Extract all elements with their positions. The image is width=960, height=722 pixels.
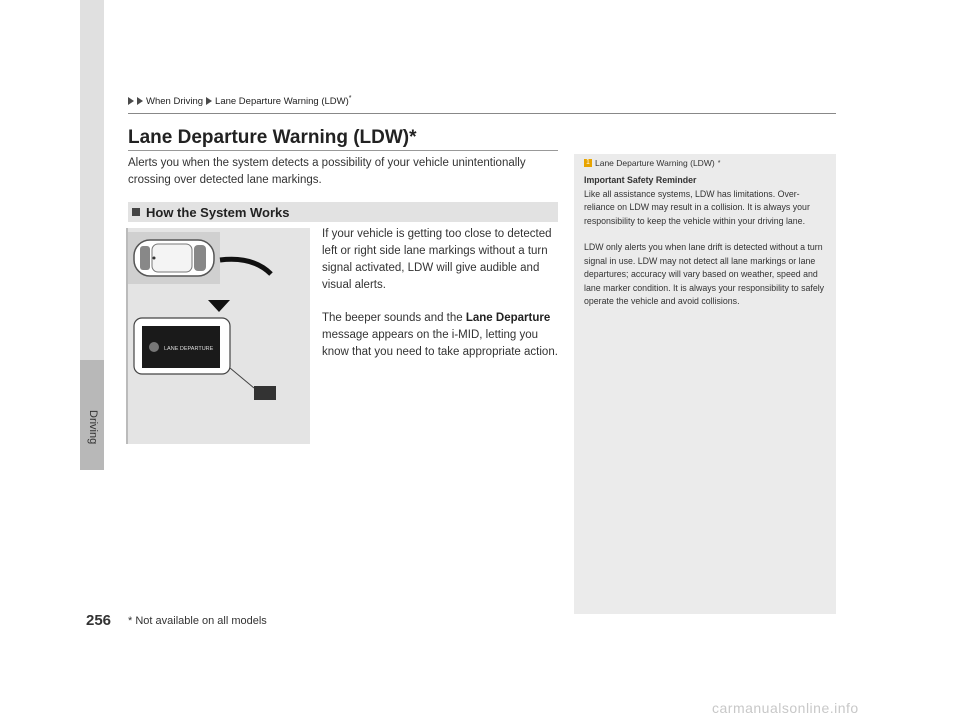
body-paragraph: If your vehicle is getting too close to detected left or right side lane markings without a turn signal activated, LDW will give audible and visual alerts. [322,228,552,291]
breadcrumb-item[interactable]: When Driving [146,95,204,107]
imid-display [134,318,230,374]
section-body [322,226,558,377]
breadcrumb-arrow-icon [137,97,143,105]
ldw-illustration-svg [128,228,310,444]
breadcrumb-arrow-icon [206,97,212,105]
display-message: LANE DEPARTURE [164,346,214,352]
sidebar-paragraph: Like all assistance systems, LDW has limitations. Over-reliance on LDW may result in a collision. It is always your responsibility to keep the vehicle within your driving lane. [584,188,810,226]
car-icon [134,240,214,276]
breadcrumb-item-current[interactable]: Lane Departure Warning (LDW)* [215,95,352,108]
title-rule [128,150,558,151]
footnote: * Not available on all models [128,615,267,627]
sidebar-paragraph: LDW only alerts you when lane drift is detected without a turn signal in use. LDW may not detect all lane markings or lane departures; accuracy will vary based on weather, speed and lane marker condition. It is always your responsibility to safely operate the vehicle and avoid collisions. [584,242,825,306]
body-paragraph: The beeper sounds and the Lane Departure message appears on the i-MID, letting you know that you need to take appropriate action. [322,312,558,358]
dashboard-screen-icon [254,386,276,400]
section-heading-text: How the System Works [146,204,290,220]
sidebar-subhead: Important Safety Reminder [584,175,697,185]
section-tab-label: Driving [87,410,99,445]
ldw-indicator-icon [149,342,159,352]
sidebar-body [584,174,828,322]
drift-arrow-icon [220,259,271,274]
breadcrumb-arrow-icon [128,97,134,105]
page-number: 256 [86,612,112,629]
ldw-illustration [126,228,310,444]
header-rule [128,113,836,114]
intro-text: Alerts you when the system detects a possibility of your vehicle unintentionally crossing over detected lane markings. [128,157,526,186]
reference-icon: 1 [584,159,592,167]
square-bullet-icon [132,208,140,216]
down-triangle-icon [208,300,230,312]
sidebar-title: 1 Lane Departure Warning (LDW) * [584,158,720,168]
section-heading [128,202,558,222]
side-tab-background [80,0,104,360]
page-title: Lane Departure Warning (LDW)* [128,127,417,148]
callout-line [230,368,254,388]
breadcrumb [128,95,352,107]
watermark: carmanualsonline.info [712,700,859,716]
